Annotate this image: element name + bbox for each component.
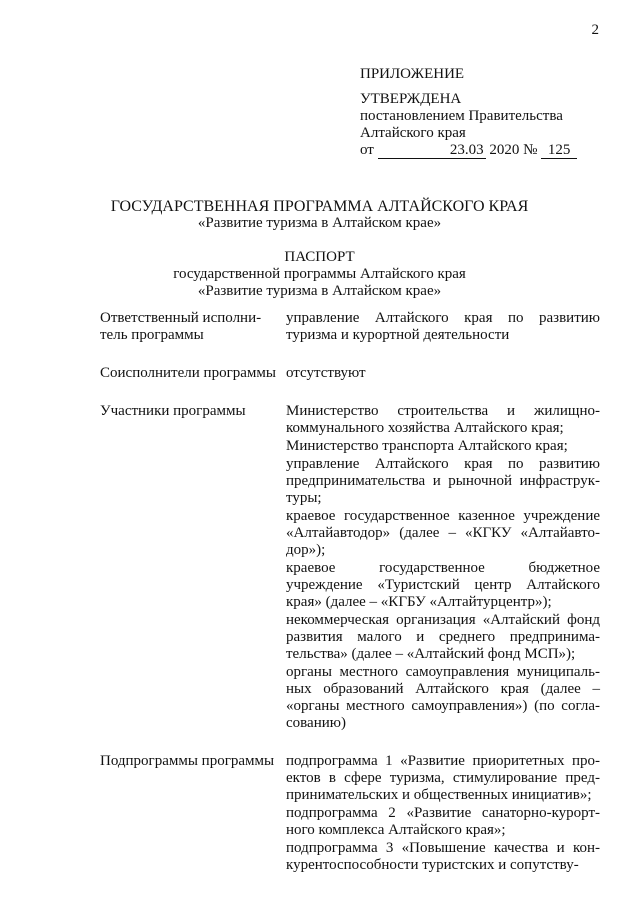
- row-value-line: органы местного самоуправления муниципаль-ных образований Алтайского края (далее – «органы местного самоуправления») (по согла-сованию): [286, 664, 600, 731]
- row-value-line: некоммерческая организация «Алтайский фонд развития малого и среднего предпринима-тельства» (далее – «Алтайский фонд МСП»);: [286, 612, 600, 662]
- passport-table: [100, 310, 600, 895]
- row-value: [286, 403, 600, 733]
- row-label: Соисполнители программы: [100, 365, 276, 381]
- row-label: Ответственный исполни-тель программы: [100, 310, 262, 343]
- program-title: ГОСУДАРСТВЕННАЯ ПРОГРАММА АЛТАЙСКОГО КРАЯ: [110, 198, 529, 215]
- row-value-line: подпрограмма 2 «Развитие санаторно-курорт-ного комплекса Алтайского края»;: [286, 805, 600, 838]
- row-value-line: отсутствуют: [286, 365, 366, 381]
- passport-row: [100, 365, 600, 383]
- approval-line-1: постановлением Правительства: [360, 108, 563, 124]
- approval-date: 23.03: [378, 143, 486, 159]
- row-value: [286, 753, 600, 875]
- passport-line-2: «Развитие туризма в Алтайском крае»: [197, 283, 442, 299]
- program-title-block: [0, 198, 639, 232]
- passport-heading-block: [0, 249, 639, 300]
- passport-heading: ПАСПОРТ: [284, 249, 355, 265]
- row-value-line: краевое государственное бюджетное учреждение «Туристский центр Алтайского края» (далее – «КГБУ «Алтайтурцентр»);: [286, 560, 600, 610]
- from-prefix: от: [360, 142, 374, 158]
- row-value-line: подпрограмма 3 «Повышение качества и кон-курентоспособности туристских и сопутству-: [286, 840, 600, 873]
- approval-date-line: [360, 142, 620, 159]
- program-subtitle: «Развитие туризма в Алтайском крае»: [197, 215, 442, 231]
- row-value-line: управление Алтайского края по развитию туризма и курортной деятельности: [286, 310, 600, 343]
- approval-number: 125: [541, 143, 577, 159]
- row-value-line: краевое государственное казенное учреждение «Алтайавтодор» (далее – «КГКУ «Алтайавто-дор»);: [286, 508, 600, 558]
- row-value: [286, 365, 600, 383]
- approval-block: [360, 66, 620, 159]
- appendix-label: ПРИЛОЖЕНИЕ: [360, 66, 465, 82]
- passport-line-1: государственной программы Алтайского края: [173, 266, 466, 282]
- passport-row: [100, 753, 600, 875]
- page-number: 2: [591, 22, 599, 38]
- row-value-line: Министерство строительства и жилищно-коммунального хозяйства Алтайского края;: [286, 403, 600, 436]
- row-value-line: управление Алтайского края по развитию предпринимательства и рыночной инфраструк-туры;: [286, 456, 600, 506]
- approved-label: УТВЕРЖДЕНА: [360, 91, 462, 107]
- year-sign: 2020 №: [489, 142, 538, 158]
- row-value: [286, 310, 600, 345]
- row-value-line: подпрограмма 1 «Развитие приоритетных про-ектов в сфере туризма, стимулирование пред-принимательских и общественных инициатив»;: [286, 753, 600, 803]
- row-value-line: Министерство транспорта Алтайского края;: [286, 438, 568, 454]
- row-label: Подпрограммы программы: [100, 753, 275, 769]
- passport-row: [100, 403, 600, 733]
- passport-row: [100, 310, 600, 345]
- approval-line-2: Алтайского края: [360, 125, 466, 141]
- row-label: Участники программы: [100, 403, 246, 419]
